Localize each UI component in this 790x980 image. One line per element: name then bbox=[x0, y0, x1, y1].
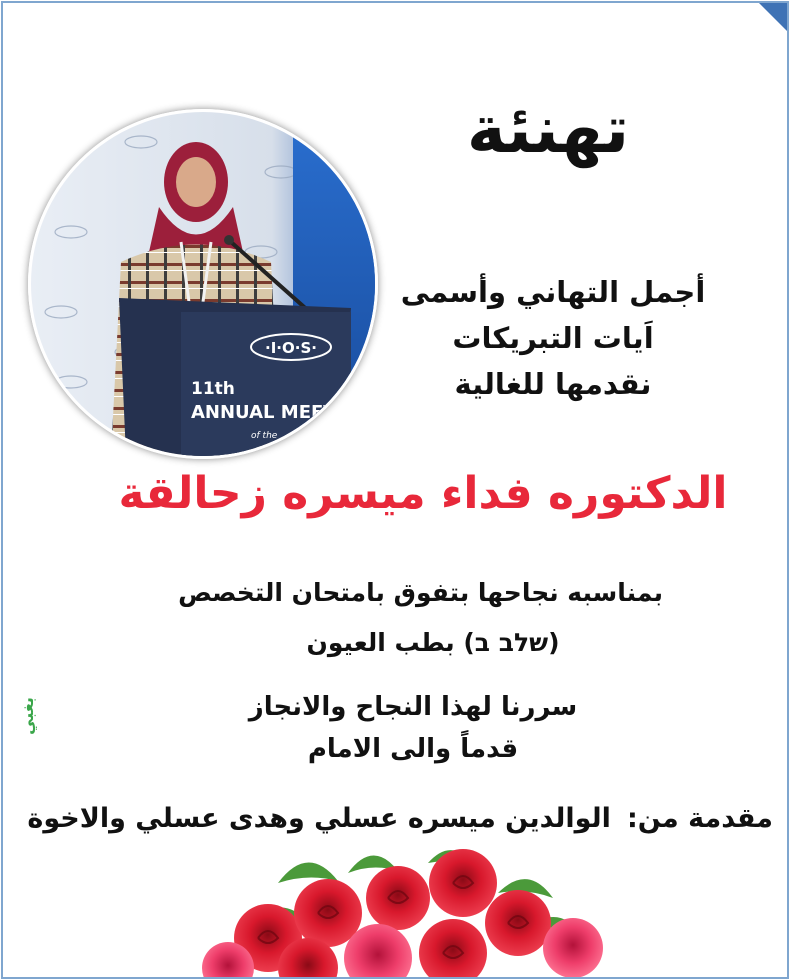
occasion-line-2: (שלב ב) بطب العيون bbox=[306, 628, 560, 657]
designer-signature: بغبي bbox=[17, 697, 37, 735]
occasion-line-1: بمناسبه نجاحها بتفوق بامتحان التخصص bbox=[178, 578, 663, 607]
greeting-line-3: نقدمها للغالية bbox=[454, 367, 652, 401]
corner-ribbon bbox=[759, 3, 787, 31]
podium-sub: of the bbox=[251, 431, 278, 441]
occasion-block bbox=[178, 568, 663, 668]
from-label: مقدمة من: bbox=[626, 803, 773, 834]
honoree-name: الدكتوره فداء ميسره زحالقة bbox=[118, 468, 728, 519]
from-names: الوالدين ميسره عسلي وهدى عسلي والاخوة bbox=[27, 803, 611, 834]
podium-text: ANNUAL MEETING bbox=[191, 402, 373, 423]
wishes-line-1: سررنا لهذا النجاح والانجاز bbox=[248, 692, 578, 722]
podium-logo-text: ·I·O·S· bbox=[265, 339, 317, 357]
greeting-line-2: اَيات التبريكات bbox=[452, 321, 654, 355]
wishes-block bbox=[203, 686, 623, 770]
wishes-line-2: قدماً والى الامام bbox=[307, 734, 519, 764]
roses-bouquet bbox=[198, 843, 618, 979]
card-title: تهنئة bbox=[466, 91, 630, 168]
podium-badge: 11th bbox=[191, 379, 235, 399]
honoree-photo bbox=[28, 109, 378, 459]
greeting-line-1: أجمل التهاني وأسمى bbox=[400, 275, 706, 309]
from-line bbox=[27, 803, 773, 834]
greeting-block bbox=[383, 269, 723, 407]
greeting-card bbox=[1, 1, 789, 979]
